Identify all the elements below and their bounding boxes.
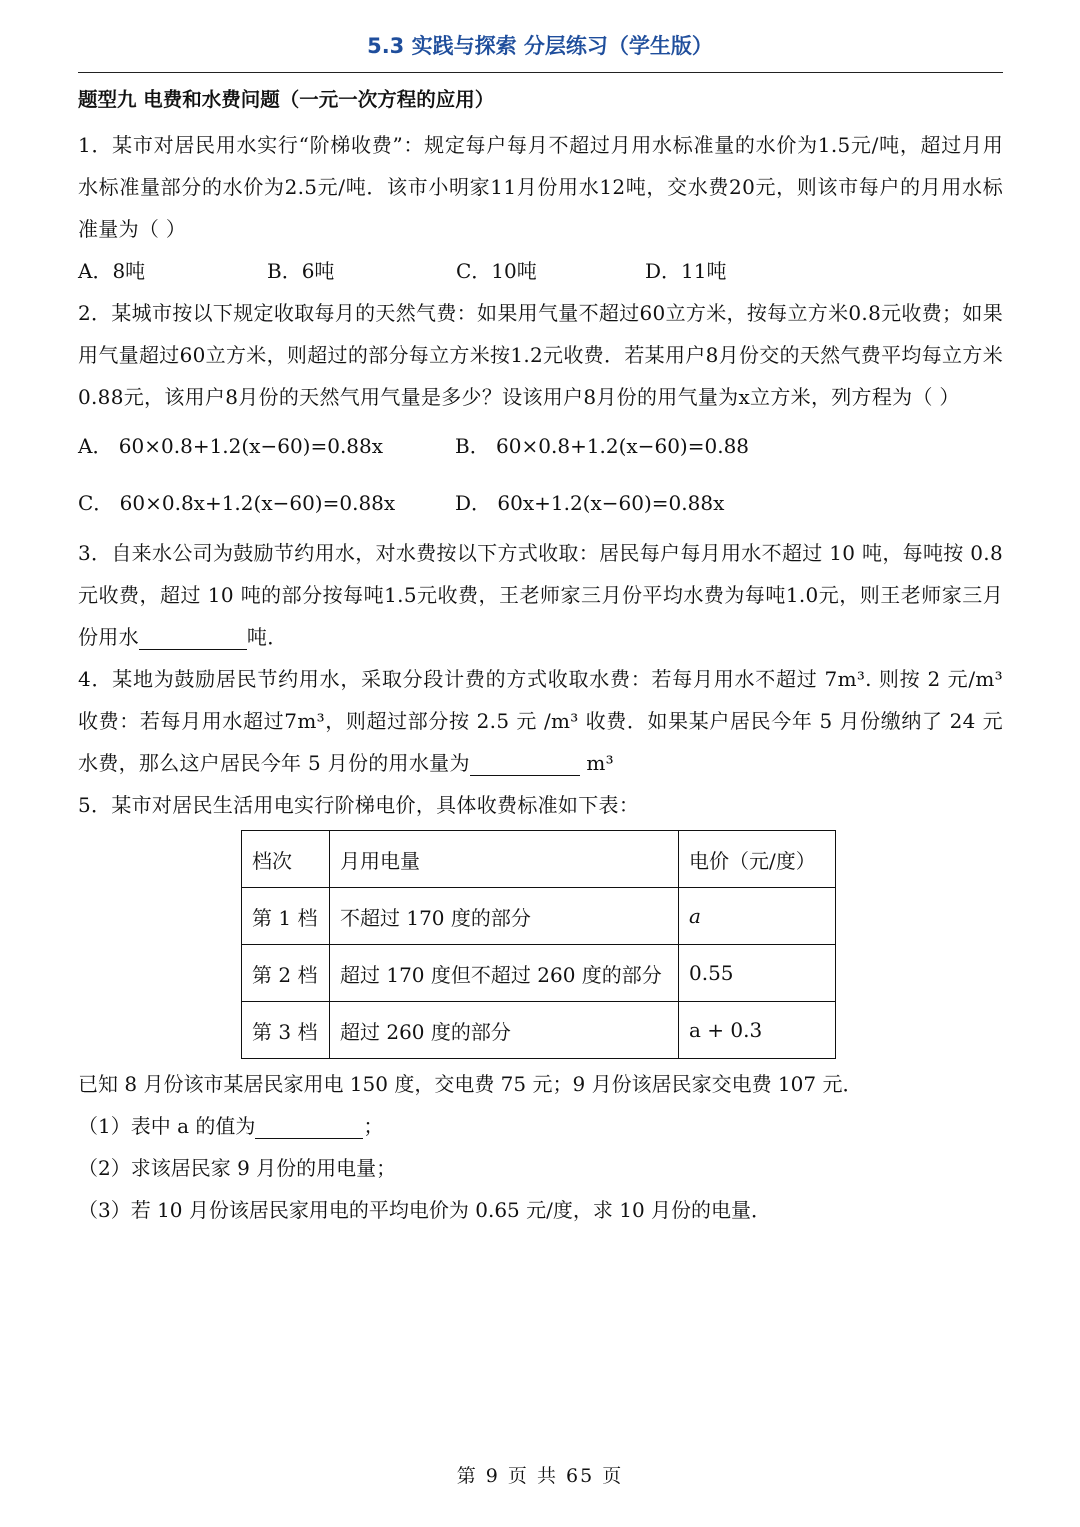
q5-sub1-end: ； [363, 1114, 384, 1138]
q1-option-a: A．8吨 [78, 259, 146, 283]
question-5-sub-3: （3）若 10 月份该居民家用电的平均电价为 0.65 元/度，求 10 月份的电量． [78, 1198, 772, 1222]
q4-text: 4．某地为鼓励居民节约用水，采取分段计费的方式收取水费：若每月用水不超过 7m³. 则按 2 元/m³ 收费：若每月用水超过7m³，则超过部分按 2.5 元 /m³ 收费．如果某户居民今年 5 月份缴纳了 24 元水费，那么这户居民今年 5 月份的用水量为 [78, 667, 1003, 775]
q3-answer-blank [139, 623, 247, 650]
tariff-table [241, 830, 836, 1059]
q1-option-c: C．10吨 [456, 259, 537, 283]
question-5-intro: 5．某市对居民生活用电实行阶梯电价，具体收费标准如下表： [78, 793, 640, 817]
table-cell: a [679, 888, 836, 945]
question-5-given: 已知 8 月份该市某居民家用电 150 度，交电费 75 元；9 月份该居民家交电费 107 元． [78, 1072, 863, 1096]
table-cell: 第 2 档 [242, 945, 330, 1002]
q2-option-a: A． 60×0.8+1.2(x−60)=0.88x [78, 434, 384, 458]
question-2: 2．某城市按以下规定收取每月的天然气费：如果用气量不超过60立方米，按每立方米0.8元收费；如果用气量超过60立方米，则超过的部分每立方米按1.2元收费．若某用户8月份交的天然气费平均每立方米0.88元，该用户8月份的天然气用气量是多少？设该用户8月份的用气量为x立方米，列方程为（ ） [78, 301, 1003, 409]
q1-option-b: B．6吨 [267, 259, 335, 283]
q3-unit: 吨． [246, 625, 288, 649]
header-rule [78, 72, 1003, 73]
table-cell: 0.55 [679, 945, 836, 1002]
document-header: 5.3 实践与探索 分层练习（学生版） [367, 34, 713, 58]
q2-option-b: B． 60×0.8+1.2(x−60)=0.88 [455, 434, 750, 458]
table-header-cell: 月用电量 [330, 831, 679, 888]
table-cell: 超过 260 度的部分 [330, 1002, 679, 1059]
table-header-row [242, 831, 836, 888]
question-2-options-row2 [78, 475, 1003, 532]
q2-option-c: C． 60×0.8x+1.2(x−60)=0.88x [78, 491, 396, 515]
q5-sub1-answer-blank [255, 1112, 363, 1139]
table-row [242, 888, 836, 945]
table-cell: 不超过 170 度的部分 [330, 888, 679, 945]
table-header-cell: 电价（元/度） [679, 831, 836, 888]
q1-option-d: D．11吨 [645, 259, 727, 283]
question-4 [78, 658, 1003, 784]
q4-unit: m³ [579, 751, 614, 775]
table-cell: 第 3 档 [242, 1002, 330, 1059]
q3-text: 3．自来水公司为鼓励节约用水，对水费按以下方式收取：居民每户每月用水不超过 10 吨，每吨按 0.8 元收费，超过 10 吨的部分按每吨1.5元收费，王老师家三月份平均水费为每吨1.0元，则王老师家三月份用水 [78, 541, 1003, 649]
table-cell: 第 1 档 [242, 888, 330, 945]
table-cell: a + 0.3 [679, 1002, 836, 1059]
page-number: 第 9 页 共 65 页 [456, 1465, 624, 1487]
question-1-options [78, 250, 1003, 292]
q2-option-d: D． 60x+1.2(x−60)=0.88x [455, 491, 725, 515]
table-header-cell: 档次 [242, 831, 330, 888]
q5-sub1-text: （1）表中 a 的值为 [78, 1114, 256, 1138]
section-title: 题型九 电费和水费问题（一元一次方程的应用） [78, 88, 495, 111]
table-row [242, 1002, 836, 1059]
question-5-sub-1 [78, 1105, 1003, 1147]
question-5-sub-2: （2）求该居民家 9 月份的用电量； [78, 1156, 397, 1180]
question-1: 1．某市对居民用水实行“阶梯收费”：规定每户每月不超过月用水标准量的水价为1.5元/吨，超过月用水标准量部分的水价为2.5元/吨．该市小明家11月份用水12吨，交水费20元，则该市每户的月用水标准量为（ ） [78, 133, 1003, 241]
question-2-options-row1 [78, 418, 1003, 475]
table-row [242, 945, 836, 1002]
table-cell: 超过 170 度但不超过 260 度的部分 [330, 945, 679, 1002]
q4-answer-blank [470, 749, 580, 776]
question-3 [78, 532, 1003, 658]
page-content [78, 86, 1003, 1231]
